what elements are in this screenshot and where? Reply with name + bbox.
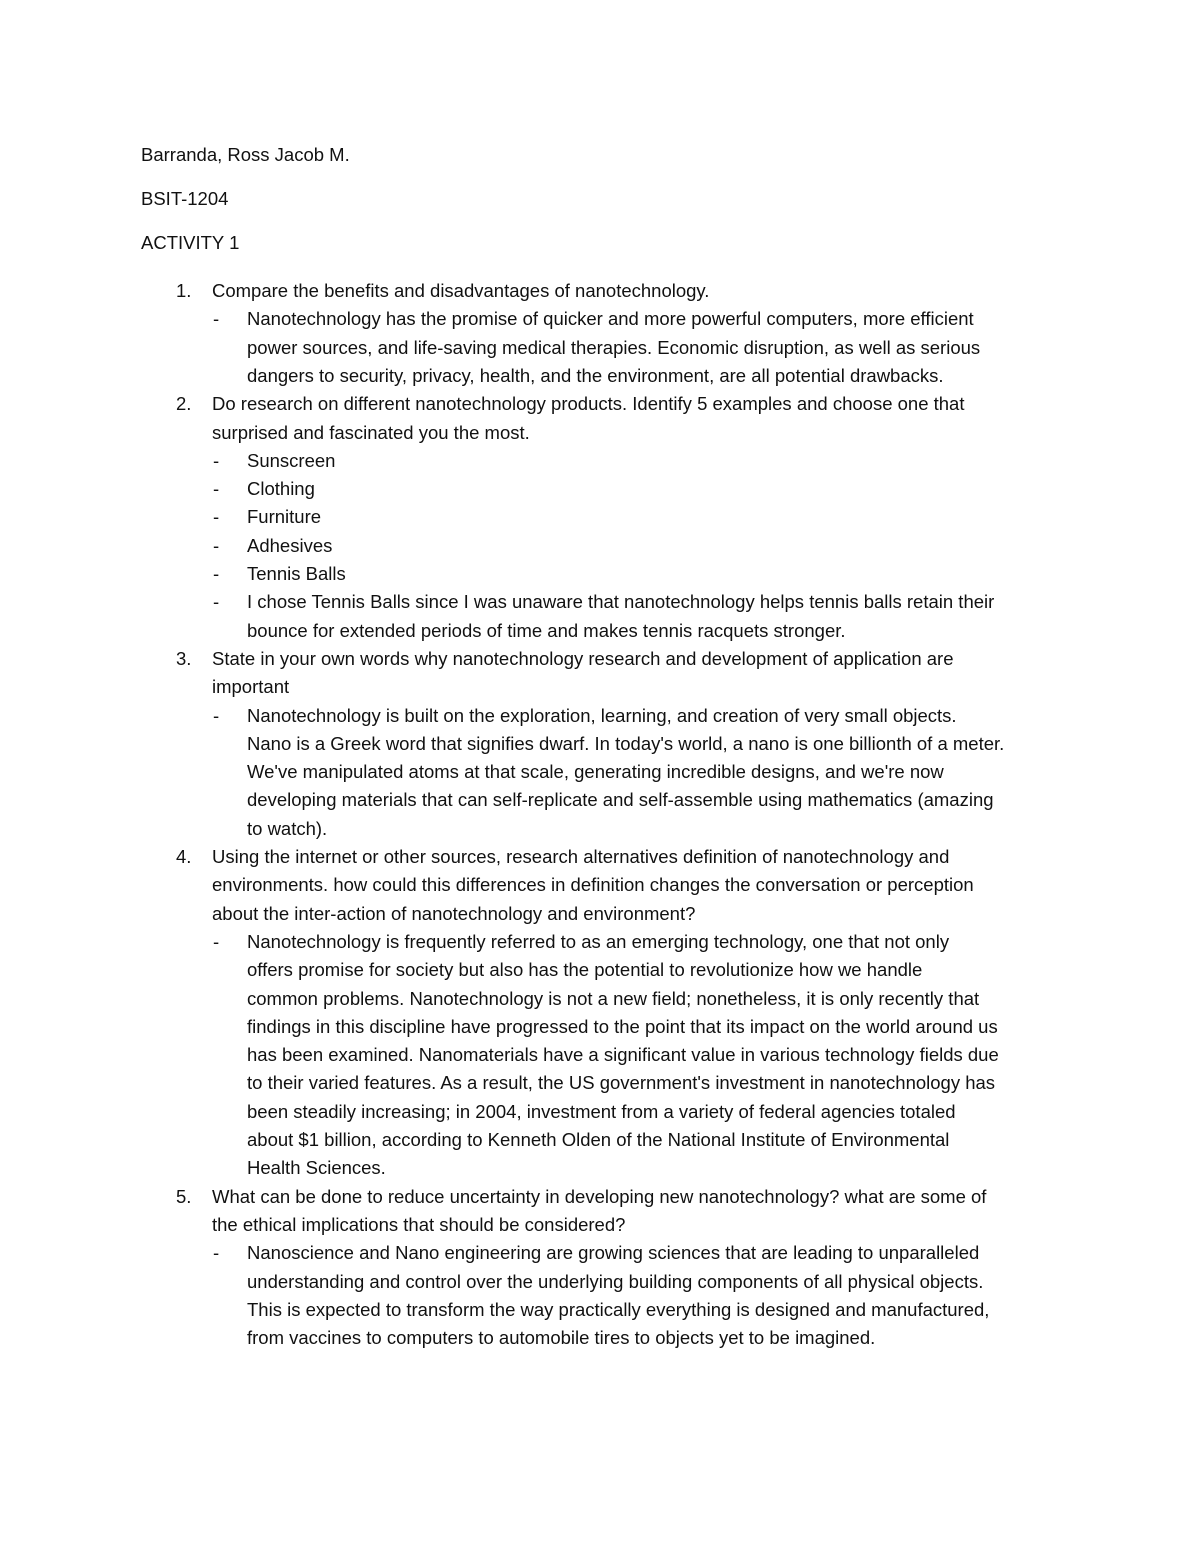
activity-title: ACTIVITY 1 (141, 232, 240, 253)
answer-bullet: - (213, 478, 220, 500)
answer-text-line: bounce for extended periods of time and makes tennis racquets stronger. (247, 619, 846, 641)
answer-bullet: - (213, 930, 220, 952)
answer-text-line: from vaccines to computers to automobile tires to objects yet to be imagined. (247, 1327, 876, 1349)
question-number: 5. (176, 1185, 192, 1207)
question-number: 2. (176, 393, 192, 415)
answer-text-line: understanding and control over the underlying building components of all physical objects. (247, 1270, 984, 1292)
answer-text-line: I chose Tennis Balls since I was unaware that nanotechnology helps tennis balls retain their (247, 591, 995, 613)
answer-text-line: Health Sciences. (247, 1157, 386, 1179)
answer-bullet: - (213, 704, 220, 726)
answer-text-line: Nanotechnology is frequently referred to as an emerging technology, one that not only (247, 930, 950, 952)
answer-text-line: Nanotechnology is built on the exploration, learning, and creation of very small objects. (247, 704, 957, 726)
answer-text-line: has been examined. Nanomaterials have a significant value in various technology fields due (247, 1044, 999, 1066)
answer-text-line: been steadily increasing; in 2004, investment from a variety of federal agencies totaled (247, 1100, 956, 1122)
question-text-line: the ethical implications that should be considered? (212, 1213, 626, 1235)
answer-bullet: - (213, 506, 220, 528)
question-number: 3. (176, 647, 192, 669)
answer-text-line: Nanotechnology has the promise of quicker and more powerful computers, more efficient (247, 308, 974, 330)
answer-bullet: - (213, 563, 220, 584)
question-number: 1. (176, 280, 192, 301)
answer-text-line: to their varied features. As a result, the US government's investment in nanotechnology has (247, 1072, 996, 1094)
answer-text-line: Nanoscience and Nano engineering are growing sciences that are leading to unparalleled (247, 1242, 980, 1264)
answer-text-line: This is expected to transform the way practically everything is designed and manufactured, (247, 1298, 990, 1320)
question-text-line: Compare the benefits and disadvantages of nanotechnology. (212, 280, 710, 301)
answer-text-line: common problems. Nanotechnology is not a new field; nonetheless, it is only recently that (247, 987, 980, 1009)
answer-bullet: - (213, 308, 220, 330)
question-text-line: What can be done to reduce uncertainty in developing new nanotechnology? what are some of (212, 1185, 987, 1207)
question-text-line: Do research on different nanotechnology products. Identify 5 examples and choose one that (212, 393, 965, 415)
answer-text-line: Sunscreen (247, 449, 336, 471)
question-text-line: environments. how could this differences in definition changes the conversation or perception (212, 874, 974, 896)
answer-text-line: dangers to security, privacy, health, and the environment, are all potential drawbacks. (247, 364, 944, 386)
answer-text-line: Nano is a Greek word that signifies dwarf. In today's world, a nano is one billionth of a meter. (247, 732, 1005, 754)
answer-text-line: Clothing (247, 478, 315, 500)
answer-text-line: power sources, and life-saving medical therapies. Economic disruption, as well as serious (247, 336, 981, 358)
question-text-line: important (212, 676, 290, 698)
question-text-line: surprised and fascinated you the most. (212, 421, 530, 443)
answer-bullet: - (213, 449, 220, 471)
answer-text-line: Tennis Balls (247, 563, 346, 584)
answer-text-line: Adhesives (247, 534, 333, 556)
answer-text-line: We've manipulated atoms at that scale, generating incredible designs, and we're now (247, 761, 944, 783)
question-text-line: State in your own words why nanotechnology research and development of application are (212, 647, 954, 669)
answer-bullet: - (213, 591, 220, 613)
answer-text-line: to watch). (247, 817, 328, 839)
answer-text-line: offers promise for society but also has the potential to revolutionize how we handle (247, 959, 923, 981)
student-section: BSIT-1204 (141, 188, 229, 209)
question-text-line: about the inter-action of nanotechnology and environment? (212, 902, 696, 924)
answer-text-line: Furniture (247, 506, 322, 528)
answer-text-line: about $1 billion, according to Kenneth Olden of the National Institute of Environmental (247, 1129, 950, 1150)
question-text-line: Using the internet or other sources, research alternatives definition of nanotechnology and (212, 846, 950, 867)
answer-text-line: findings in this discipline have progressed to the point that its impact on the world around us (247, 1015, 998, 1037)
question-number: 4. (176, 846, 192, 867)
answer-text-line: developing materials that can self-replicate and self-assemble using mathematics (amazing (247, 789, 994, 811)
answer-bullet: - (213, 534, 220, 556)
student-name: Barranda, Ross Jacob M. (141, 144, 350, 165)
answer-bullet: - (213, 1242, 220, 1264)
